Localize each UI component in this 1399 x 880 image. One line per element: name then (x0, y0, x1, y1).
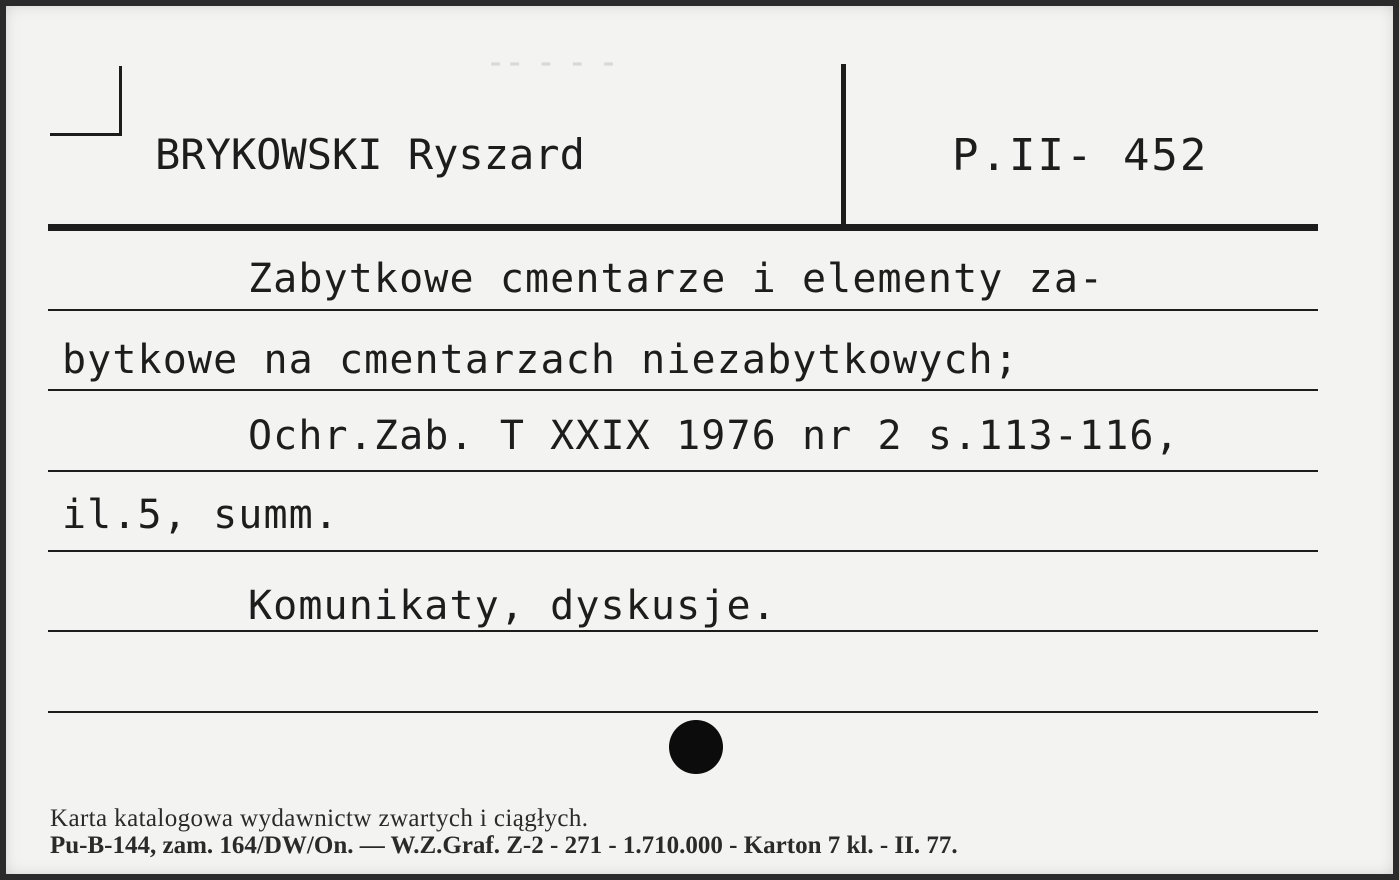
ruled-line-1 (48, 309, 1318, 311)
header-rule (48, 224, 1318, 231)
call-number: P.II- 452 (952, 130, 1209, 181)
ruled-line-6 (48, 711, 1318, 713)
corner-mark-vertical (119, 66, 122, 136)
footer-line-2: Pu-B-144, zam. 164/DW/On. — W.Z.Graf. Z-2 - 271 - 1.710.000 - Karton 7 kl. - II. 77. (50, 832, 958, 859)
footer-line-1: Karta katalogowa wydawnictw zwartych i ciągłych. (50, 805, 589, 832)
faint-stamp-mark: ⁃⁃ ⁃ ⁃ ⁃ (488, 49, 621, 82)
author-name: BRYKOWSKI Ryszard (155, 130, 585, 179)
source-line-1: Ochr.Zab. T XXIX 1976 nr 2 s.113-116, (248, 413, 1180, 459)
source-line-2: il.5, summ. (62, 492, 340, 538)
subject-heading: Komunikaty, dyskusje. (248, 583, 777, 629)
ruled-line-5 (48, 630, 1318, 632)
ruled-line-3 (48, 470, 1318, 472)
title-line-1: Zabytkowe cmentarze i elementy za- (248, 256, 1105, 302)
corner-mark-horizontal (50, 133, 122, 136)
header-divider (841, 64, 846, 224)
ruled-line-4 (48, 550, 1318, 552)
title-line-2: bytkowe na cmentarzach niezabytkowych; (62, 337, 1019, 383)
punch-hole (669, 720, 723, 774)
ruled-line-2 (48, 389, 1318, 391)
